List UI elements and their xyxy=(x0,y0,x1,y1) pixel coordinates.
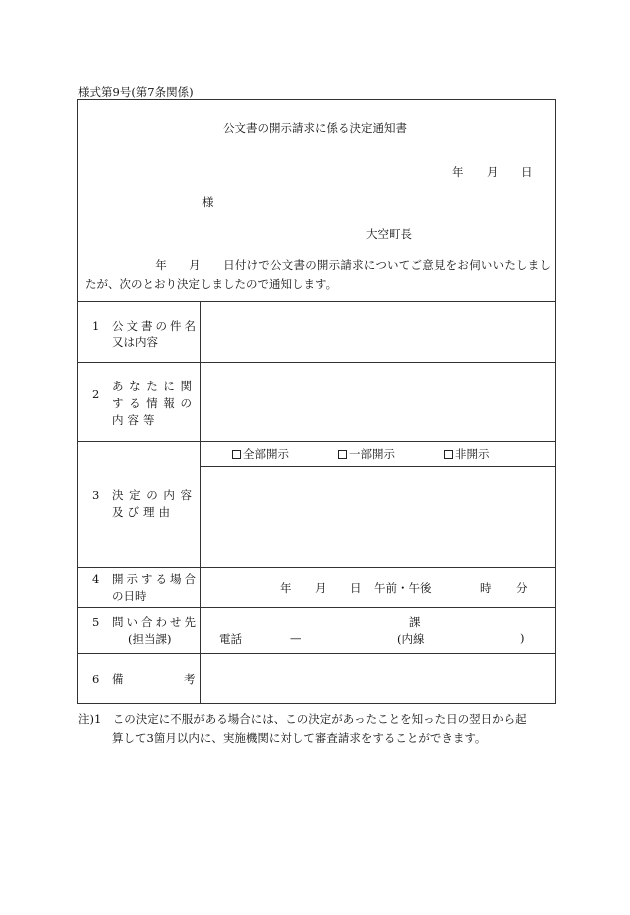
row-divider xyxy=(77,567,556,568)
row-divider xyxy=(77,441,556,442)
footnote-line2: 算して3箇月以内に、実施機関に対して審査請求をすることができます。 xyxy=(112,731,487,745)
row4-label xyxy=(78,571,200,605)
body-month: 月 xyxy=(188,258,201,272)
contact-extension-close: ) xyxy=(520,631,525,645)
row6-label xyxy=(78,671,200,691)
footnote-line1: 注)1 この決定に不服がある場合には、この決定があったことを知った日の翌日から起 xyxy=(78,712,527,726)
row-divider xyxy=(77,607,556,608)
body-paragraph xyxy=(85,256,551,294)
row1-label xyxy=(78,318,200,352)
row-divider xyxy=(77,362,556,363)
datetime-month: 月 xyxy=(315,581,327,595)
contact-section: 課 xyxy=(409,615,421,629)
date-day: 日 xyxy=(521,165,533,179)
row3-number: 3 xyxy=(92,488,100,502)
option-non-disclosure[interactable]: 非開示 xyxy=(444,446,490,462)
contact-phone-dash: — xyxy=(290,631,302,645)
row5-label-line2: (担当課) xyxy=(128,632,172,646)
row-divider xyxy=(77,301,556,302)
row5-number: 5 xyxy=(92,615,100,629)
date-year: 年 xyxy=(452,165,464,179)
addressee-suffix: 様 xyxy=(202,195,214,209)
row3-label xyxy=(78,487,200,527)
options-divider xyxy=(200,466,556,467)
option-full-disclosure[interactable]: 全部開示 xyxy=(232,446,289,462)
option-partial-disclosure[interactable]: 一部開示 xyxy=(338,446,395,462)
datetime-day: 日 xyxy=(350,581,362,595)
row3-label-text: 決定の内容及び理由 xyxy=(112,488,196,519)
row1-label-line1: 公文書の件名 xyxy=(112,319,196,333)
document-title: 公文書の開示請求に係る決定通知書 xyxy=(223,121,407,135)
form-number-label: 様式第9号(第7条関係) xyxy=(78,85,194,99)
datetime-year: 年 xyxy=(280,581,292,595)
row1-number: 1 xyxy=(92,319,100,333)
footnote xyxy=(78,710,560,748)
row4-number: 4 xyxy=(92,572,100,586)
body-year: 年 xyxy=(155,258,167,272)
datetime-hour: 時 xyxy=(480,581,492,595)
row5-label-line1: 問い合わせ先 xyxy=(112,615,196,629)
row-divider xyxy=(77,653,556,654)
checkbox-icon xyxy=(444,450,453,459)
checkbox-icon xyxy=(232,450,241,459)
row2-number: 2 xyxy=(92,387,100,401)
column-divider xyxy=(200,301,201,704)
row6-number: 6 xyxy=(92,672,100,686)
contact-phone-label: 電話 xyxy=(219,632,242,646)
row6-label-a: 備 xyxy=(112,672,124,686)
row4-label-line1: 開示する場合 xyxy=(112,572,196,586)
contact-extension-open: (内線 xyxy=(397,632,425,646)
sender-name: 大空町長 xyxy=(366,227,412,241)
row6-label-b: 考 xyxy=(184,672,196,686)
row2-label-text: あなたに関する情報の内容等 xyxy=(112,379,196,427)
row2-label xyxy=(78,378,200,428)
datetime-ampm: 午前・午後 xyxy=(374,581,432,595)
row5-label xyxy=(78,614,200,648)
row1-label-line2: 又は内容 xyxy=(112,335,158,349)
checkbox-icon xyxy=(338,450,347,459)
date-month: 月 xyxy=(487,165,499,179)
body-text: 日付けで公文書の開示請求についてご意見をお伺いいたしましたが、次のとおり決定しましたので通知します。 xyxy=(85,258,551,291)
row4-label-line2: の日時 xyxy=(112,589,147,603)
datetime-minute: 分 xyxy=(516,581,528,595)
